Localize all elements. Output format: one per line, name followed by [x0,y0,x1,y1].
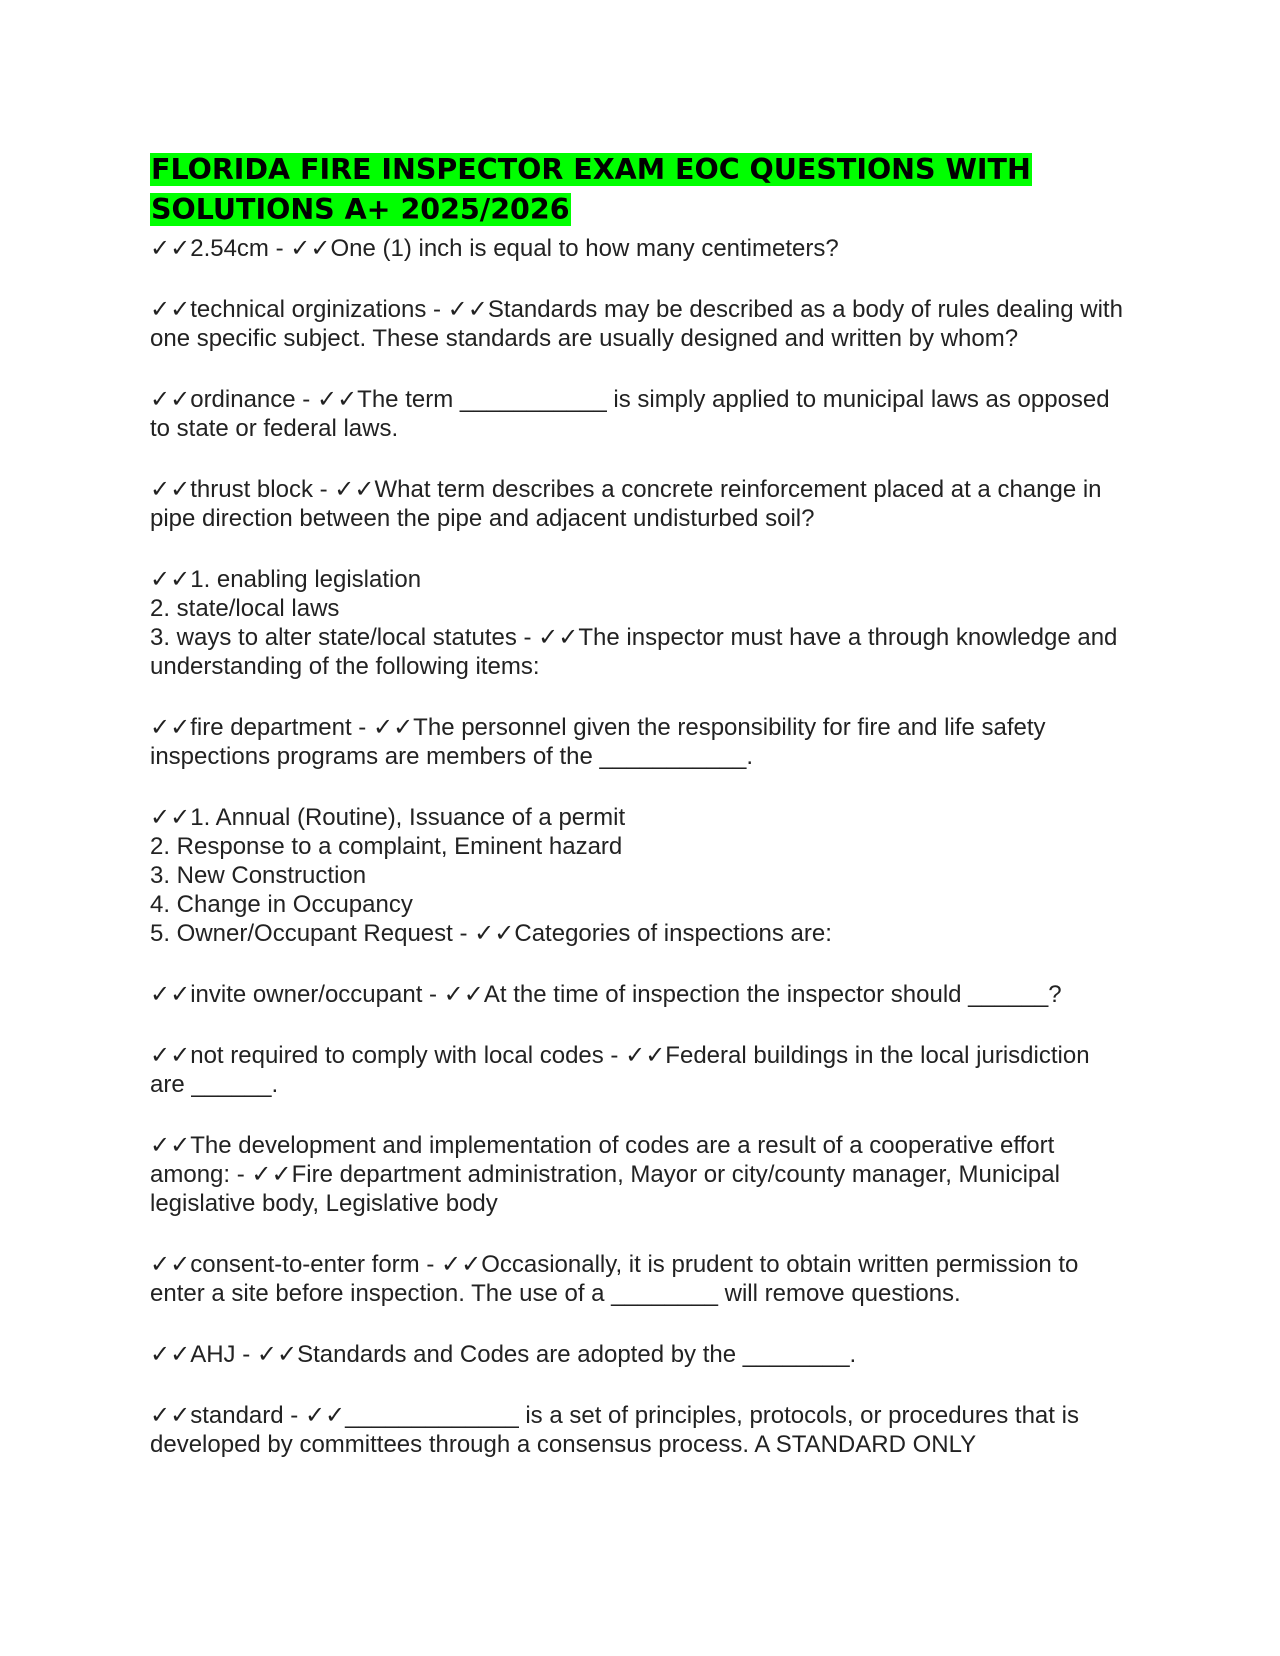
qa-entry-line: ✓✓1. enabling legislation [150,566,422,593]
qa-entry [150,565,1130,681]
qa-entry [150,475,1130,533]
title-highlight: FLORIDA FIRE INSPECTOR EXAM EOC QUESTIONS WITH SOLUTIONS A+ 2025/2026 [151,153,1031,226]
qa-entry-line: 3. ways to alter state/local statutes - ✓✓The inspector must have a through knowledge and understanding of the following items: [150,624,1125,680]
document-title [150,150,1130,230]
qa-entry-line: 3. New Construction [150,862,367,889]
qa-entry [150,1131,1130,1218]
qa-entry-line: 4. Change in Occupancy [150,891,413,918]
qa-entry-line: ✓✓1. Annual (Routine), Issuance of a permit [150,804,626,831]
qa-entry [150,1041,1130,1099]
qa-list [150,234,1130,1491]
qa-entry-line: ✓✓AHJ - ✓✓Standards and Codes are adopted by the ________. [150,1341,857,1368]
qa-entry-line: ✓✓consent-to-enter form - ✓✓Occasionally, it is prudent to obtain written permission to enter a site before inspection. The use of a ________ will remove questions. [150,1251,1086,1307]
qa-entry-line: 2. Response to a complaint, Eminent hazard [150,833,623,860]
qa-entry-line: ✓✓standard - ✓✓_____________ is a set of principles, protocols, or procedures that is developed by committees through a consensus process. A STANDARD ONLY [150,1402,1086,1458]
qa-entry-line: 5. Owner/Occupant Request - ✓✓Categories of inspections are: [150,920,832,947]
qa-entry [150,234,1130,263]
qa-entry-line: ✓✓thrust block - ✓✓What term describes a concrete reinforcement placed at a change in pipe direction between the pipe and adjacent undisturbed soil? [150,476,1109,532]
qa-entry-line: ✓✓The development and implementation of codes are a result of a cooperative effort among: - ✓✓Fire department administration, Mayor or city/county manager, Municipal legislative body, Legislative body [150,1132,1067,1217]
qa-entry-line: ✓✓ordinance - ✓✓The term ___________ is simply applied to municipal laws as opposed to state or federal laws. [150,386,1117,442]
qa-entry [150,803,1130,948]
qa-entry [150,1250,1130,1308]
qa-entry [150,713,1130,771]
qa-entry [150,1401,1130,1459]
qa-entry [150,295,1130,353]
qa-entry [150,980,1130,1009]
qa-entry-line: ✓✓invite owner/occupant - ✓✓At the time of inspection the inspector should ______? [150,981,1062,1008]
qa-entry-line: ✓✓fire department - ✓✓The personnel given the responsibility for fire and life safety inspections programs are members of the ___________. [150,714,1053,770]
qa-entry-line: 2. state/local laws [150,595,340,622]
qa-entry-line: ✓✓2.54cm - ✓✓One (1) inch is equal to how many centimeters? [150,235,839,262]
qa-entry [150,1340,1130,1369]
qa-entry-line: ✓✓not required to comply with local codes - ✓✓Federal buildings in the local jurisdiction are ______. [150,1042,1097,1098]
qa-entry-line: ✓✓technical orginizations - ✓✓Standards may be described as a body of rules dealing with one specific subject. These standards are usually designed and written by whom? [150,296,1130,352]
qa-entry [150,385,1130,443]
